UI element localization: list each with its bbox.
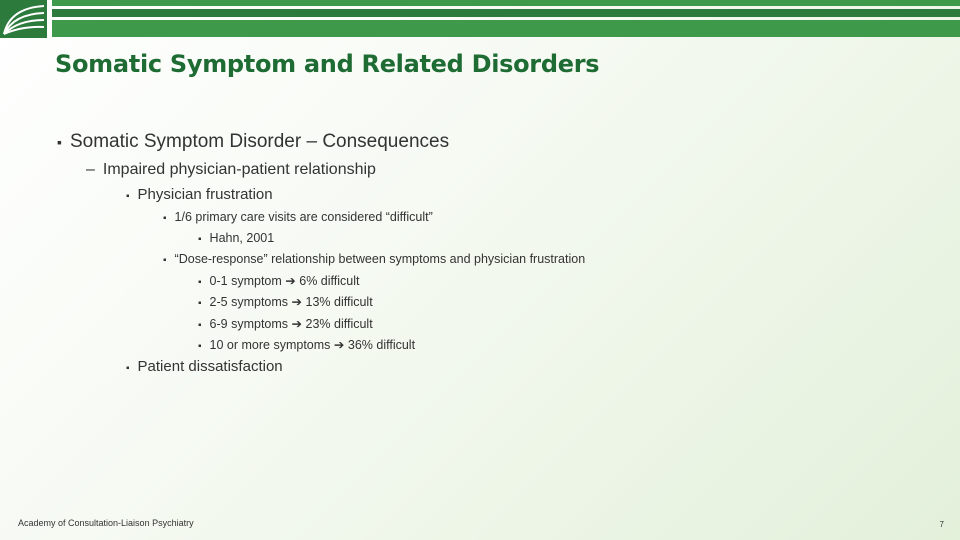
arrow-icon: ➔: [291, 317, 303, 331]
square-bullet-icon: ▪: [126, 363, 130, 374]
academy-logo-icon: [0, 0, 47, 38]
square-bullet-icon: ▪: [126, 191, 130, 202]
dash-bullet-icon: –: [86, 161, 95, 178]
dose-row: ▪ 2-5 symptoms ➔ 13% difficult: [198, 295, 373, 309]
bullet-dose-response: ▪ “Dose-response” relationship between symptoms and physician frustration: [163, 252, 586, 266]
bullet-level1: ▪ Somatic Symptom Disorder – Consequences: [57, 131, 450, 152]
header-bands: [0, 0, 960, 38]
header-band-middle: [52, 9, 960, 17]
square-bullet-icon: ▪: [198, 277, 202, 288]
square-bullet-icon: ▪: [198, 320, 202, 331]
square-bullet-icon: ▪: [198, 298, 202, 309]
dose-row: ▪ 6-9 symptoms ➔ 23% difficult: [198, 317, 373, 331]
header-band-top: [52, 0, 960, 6]
square-bullet-icon: ▪: [57, 134, 62, 150]
header-band-bottom: [52, 20, 960, 37]
footer-organization: Academy of Consultation-Liaison Psychiatry: [18, 518, 194, 528]
arrow-icon: ➔: [291, 295, 303, 309]
arrow-icon: ➔: [285, 274, 296, 288]
slide-title: Somatic Symptom and Related Disorders: [55, 50, 600, 78]
bullet-patient-dissatisfaction: ▪ Patient dissatisfaction: [126, 358, 283, 375]
bullet-level2: – Impaired physician-patient relationship: [86, 161, 376, 178]
square-bullet-icon: ▪: [163, 213, 167, 224]
bullet-reference: ▪ Hahn, 2001: [198, 231, 275, 245]
dose-row: ▪ 0-1 symptom ➔ 6% difficult: [198, 274, 360, 288]
bullet-difficult-visits: ▪ 1/6 primary care visits are considered “difficult”: [163, 210, 433, 224]
square-bullet-icon: ▪: [198, 234, 202, 245]
page-number: 7: [939, 520, 944, 529]
square-bullet-icon: ▪: [163, 255, 167, 266]
arrow-icon: ➔: [333, 338, 345, 352]
bullet-physician-frustration: ▪ Physician frustration: [126, 186, 273, 203]
dose-row: ▪ 10 or more symptoms ➔ 36% difficult: [198, 338, 416, 352]
square-bullet-icon: ▪: [198, 341, 202, 352]
